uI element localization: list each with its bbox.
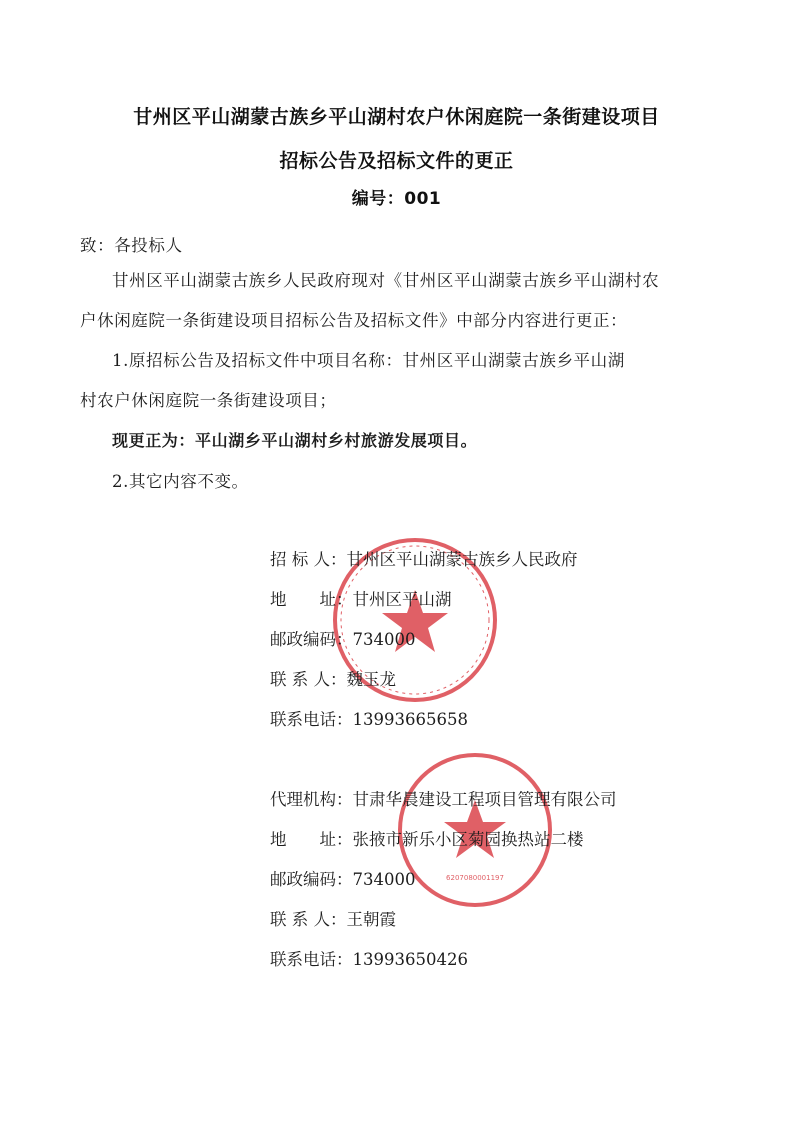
tenderer-name-label: 招 标 人： xyxy=(270,550,347,569)
tenderer-phone-value: 13993665658 xyxy=(352,710,468,729)
tenderer-contact-row xyxy=(270,666,396,690)
correction-line: 现更正为：平山湖乡平山湖村乡村旅游发展项目。 xyxy=(112,431,478,450)
agency-address-value: 张掖市新乐小区菊园换热站二楼 xyxy=(352,830,584,849)
tenderer-contact-value: 魏玉龙 xyxy=(346,670,396,689)
agency-phone-label: 联系电话： xyxy=(270,950,353,969)
agency-name-label: 代理机构： xyxy=(270,790,353,809)
agency-phone-row xyxy=(270,946,468,970)
document-title-line2: 招标公告及招标文件的更正 xyxy=(279,150,514,172)
paragraph-line: 户休闲庭院一条街建设项目招标公告及招标文件》中部分内容进行更正： xyxy=(80,311,628,330)
tenderer-name-value: 甘州区平山湖蒙古族乡人民政府 xyxy=(346,550,578,569)
agency-address-row xyxy=(270,826,584,850)
tenderer-address-row xyxy=(270,586,452,610)
svg-text:6207080001197: 6207080001197 xyxy=(446,874,504,882)
agency-name-value: 甘肃华晨建设工程项目管理有限公司 xyxy=(352,790,617,809)
tenderer-phone-row xyxy=(270,706,468,730)
agency-name-row xyxy=(270,786,617,810)
agency-contact-value: 王朝霞 xyxy=(346,910,396,929)
agency-contact-label: 联 系 人： xyxy=(270,910,347,929)
tenderer-contact-label: 联 系 人： xyxy=(270,670,347,689)
agency-address-label: 地 址： xyxy=(270,830,353,849)
item2-line: 2.其它内容不变。 xyxy=(112,472,249,491)
tenderer-postcode-value: 734000 xyxy=(352,630,416,649)
tenderer-address-value: 甘州区平山湖 xyxy=(352,590,452,609)
agency-phone-value: 13993650426 xyxy=(352,950,468,969)
agency-postcode-row xyxy=(270,866,416,890)
item1-line: 1.原招标公告及招标文件中项目名称：甘州区平山湖蒙古族乡平山湖 xyxy=(112,351,625,370)
paragraph-line: 甘州区平山湖蒙古族乡人民政府现对《甘州区平山湖蒙古族乡平山湖村农 xyxy=(112,271,660,290)
agency-postcode-label: 邮政编码： xyxy=(270,870,353,889)
agency-postcode-value: 734000 xyxy=(352,870,416,889)
tenderer-address-label: 地 址： xyxy=(270,590,353,609)
document-number: 编号：001 xyxy=(351,189,442,209)
salutation: 致：各投标人 xyxy=(80,236,183,255)
tenderer-postcode-row xyxy=(270,626,416,650)
item1-line: 村农户休闲庭院一条街建设项目； xyxy=(80,391,337,410)
tenderer-name-row xyxy=(270,546,578,570)
document-title-line1: 甘州区平山湖蒙古族乡平山湖村农户休闲庭院一条街建设项目 xyxy=(133,106,660,128)
tenderer-phone-label: 联系电话： xyxy=(270,710,353,729)
agency-contact-row xyxy=(270,906,396,930)
tenderer-postcode-label: 邮政编码： xyxy=(270,630,353,649)
